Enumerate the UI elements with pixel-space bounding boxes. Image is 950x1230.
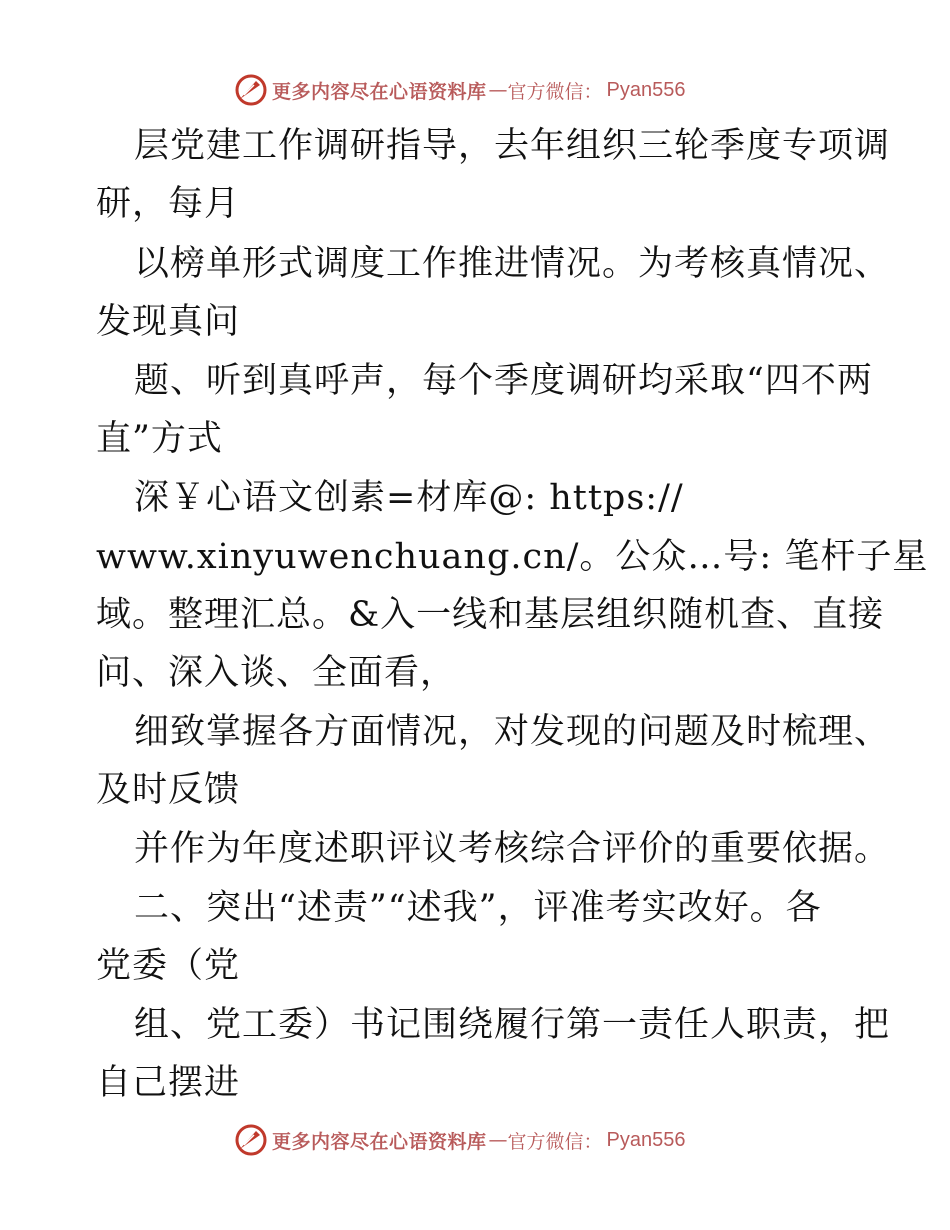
- text-line: www.xinyuwenchuang.cn/。公众…号: 笔杆子星: [96, 537, 929, 577]
- text-line: 题、听到真呼声，每个季度调研均采取“四不两: [134, 361, 873, 401]
- text-line: 以榜单形式调度工作推进情况。为考核真情况、: [134, 244, 891, 284]
- text-line: 并作为年度述职评议考核综合评价的重要依据。: [134, 829, 891, 869]
- text-line: 域。整理汇总。&入一线和基层组织随机查、直接: [96, 595, 885, 635]
- banner-wechat-label: 官方微信：: [507, 1130, 603, 1153]
- banner-wechat-label: 官方微信：: [507, 80, 603, 103]
- banner-text: 更多内容尽在心语资料库: [272, 80, 487, 103]
- text-line: 党委（党: [96, 946, 241, 986]
- text-line: 层党建工作调研指导，去年组织三轮季度专项调: [134, 126, 891, 166]
- banner-wechat-id: Pyan556: [606, 78, 686, 101]
- text-line: 及时反馈: [96, 770, 241, 810]
- footer-banner: [0, 1120, 950, 1160]
- banner-content: [234, 70, 686, 110]
- text-line: 问、深入谈、全面看，: [96, 653, 457, 693]
- header-banner: [0, 70, 950, 110]
- quill-logo-icon: [234, 73, 268, 107]
- text-line: 研，每月: [96, 184, 241, 224]
- banner-dash: —: [488, 79, 508, 101]
- banner-text: 更多内容尽在心语资料库: [272, 1130, 487, 1153]
- text-line: 细致掌握各方面情况，对发现的问题及时梳理、: [134, 712, 891, 752]
- banner-wechat-id: Pyan556: [606, 1128, 686, 1151]
- text-line: 组、党工委）书记围绕履行第一责任人职责，把: [134, 1005, 891, 1045]
- banner-content: [234, 1120, 686, 1160]
- text-line: 深￥心语文创素=材库@: https://: [134, 478, 684, 518]
- banner-dash: —: [488, 1129, 508, 1151]
- quill-logo-icon: [234, 1123, 268, 1157]
- text-line: 直”方式: [96, 419, 223, 459]
- text-line: 二、突出“述责”“述我”，评准考实改好。各: [134, 888, 822, 928]
- text-line: 发现真问: [96, 302, 241, 342]
- text-line: 自己摆进: [96, 1063, 241, 1103]
